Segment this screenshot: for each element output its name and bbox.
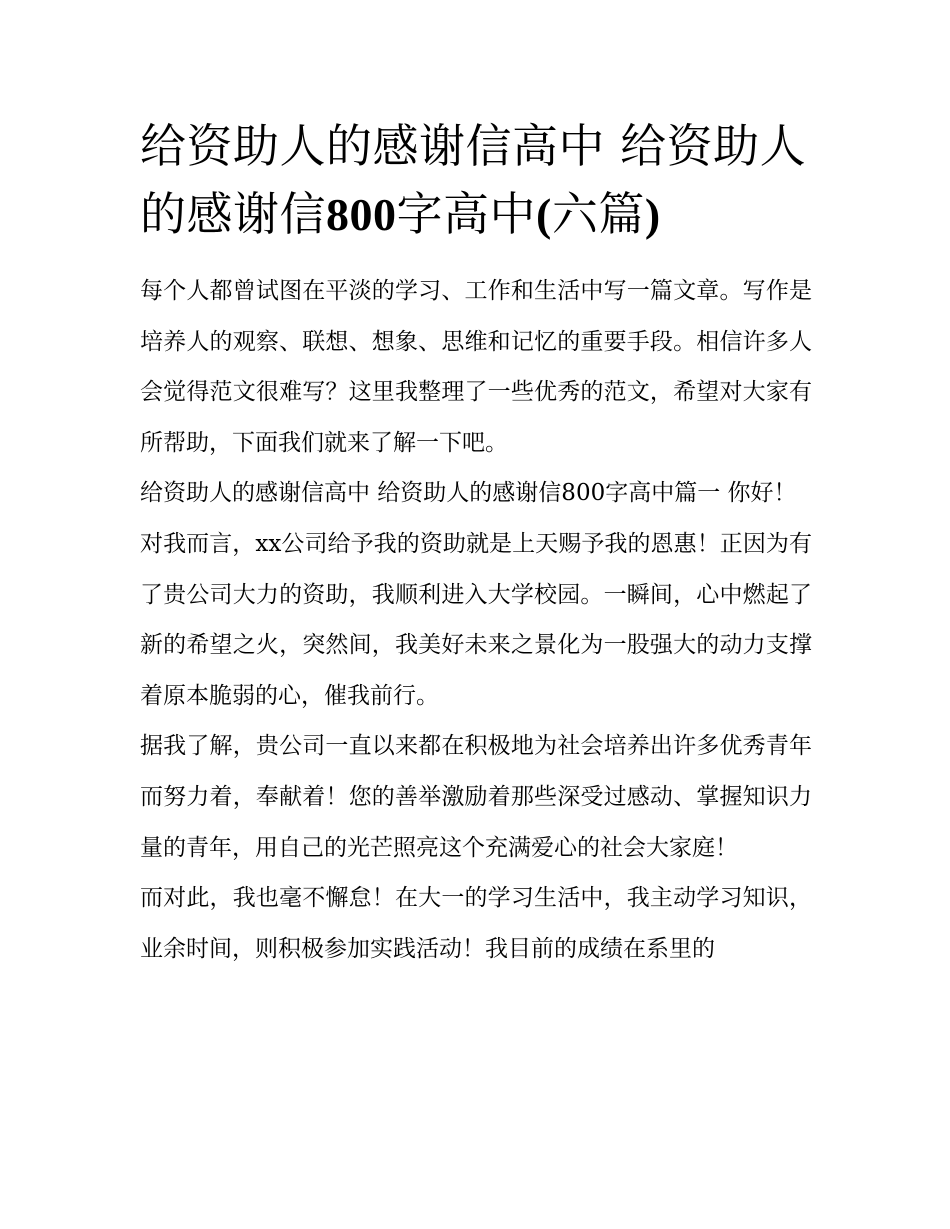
paragraph-greeting: 给资助人的感谢信高中 给资助人的感谢信800字高中篇一 你好！ [140, 480, 797, 507]
paragraph-effort: 而对此，我也毫不懈怠！在大一的学习生活中，我主动学习知识，业余时间，则积极参加实践活动！我目前的成绩在系里的 [140, 885, 812, 962]
document-title: 给资助人的感谢信高中 给资助人的感谢信800字高中(六篇) [140, 119, 807, 241]
document-body [140, 266, 812, 974]
paragraph-company: 据我了解，贵公司一直以来都在积极地为社会培养出许多优秀青年而努力着，奉献着！您的善举激励着那些深受过感动、掌握知识力量的青年，用自己的光芒照亮这个充满爱心的社会大家庭！ [140, 733, 812, 861]
document-content [140, 112, 812, 974]
paragraph-gratitude: 对我而言，xx公司给予我的资助就是上天赐予我的恩惠！正因为有了贵公司大力的资助，我顺利进入大学校园。一瞬间，心中燃起了新的希望之火，突然间，我美好未来之景化为一股强大的动力支撑着原本脆弱的心，催我前行。 [140, 530, 812, 709]
paragraph-intro: 每个人都曾试图在平淡的学习、工作和生活中写一篇文章。写作是培养人的观察、联想、想象、思维和记忆的重要手段。相信许多人会觉得范文很难写？这里我整理了一些优秀的范文，希望对大家有所帮助，下面我们就来了解一下吧。 [140, 278, 812, 456]
